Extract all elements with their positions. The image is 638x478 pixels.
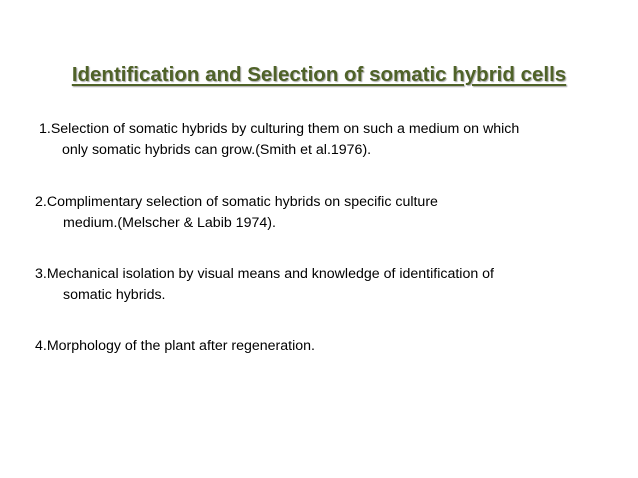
bullet-point-1-line-1: 1.Selection of somatic hybrids by culturing them on such a medium on which xyxy=(39,121,520,137)
bullet-point-2-line-2: medium.(Melscher & Labib 1974). xyxy=(63,215,276,231)
bullet-point-1-line-2: only somatic hybrids can grow.(Smith et al.1976). xyxy=(62,142,372,158)
bullet-point-3 xyxy=(0,264,638,306)
bullet-point-2-line-1: 2.Complimentary selection of somatic hybrids on specific culture xyxy=(35,194,438,210)
slide-title: Identification and Selection of somatic hybrid cells xyxy=(71,63,567,86)
bullet-point-2 xyxy=(0,192,638,234)
bullet-point-3-line-2: somatic hybrids. xyxy=(63,287,166,303)
bullet-point-4-line-1: 4.Morphology of the plant after regeneration. xyxy=(35,338,315,354)
bullet-point-3-line-1: 3.Mechanical isolation by visual means and knowledge of identification of xyxy=(35,266,495,282)
bullet-point-1 xyxy=(0,119,638,161)
bullet-point-4 xyxy=(0,336,638,357)
